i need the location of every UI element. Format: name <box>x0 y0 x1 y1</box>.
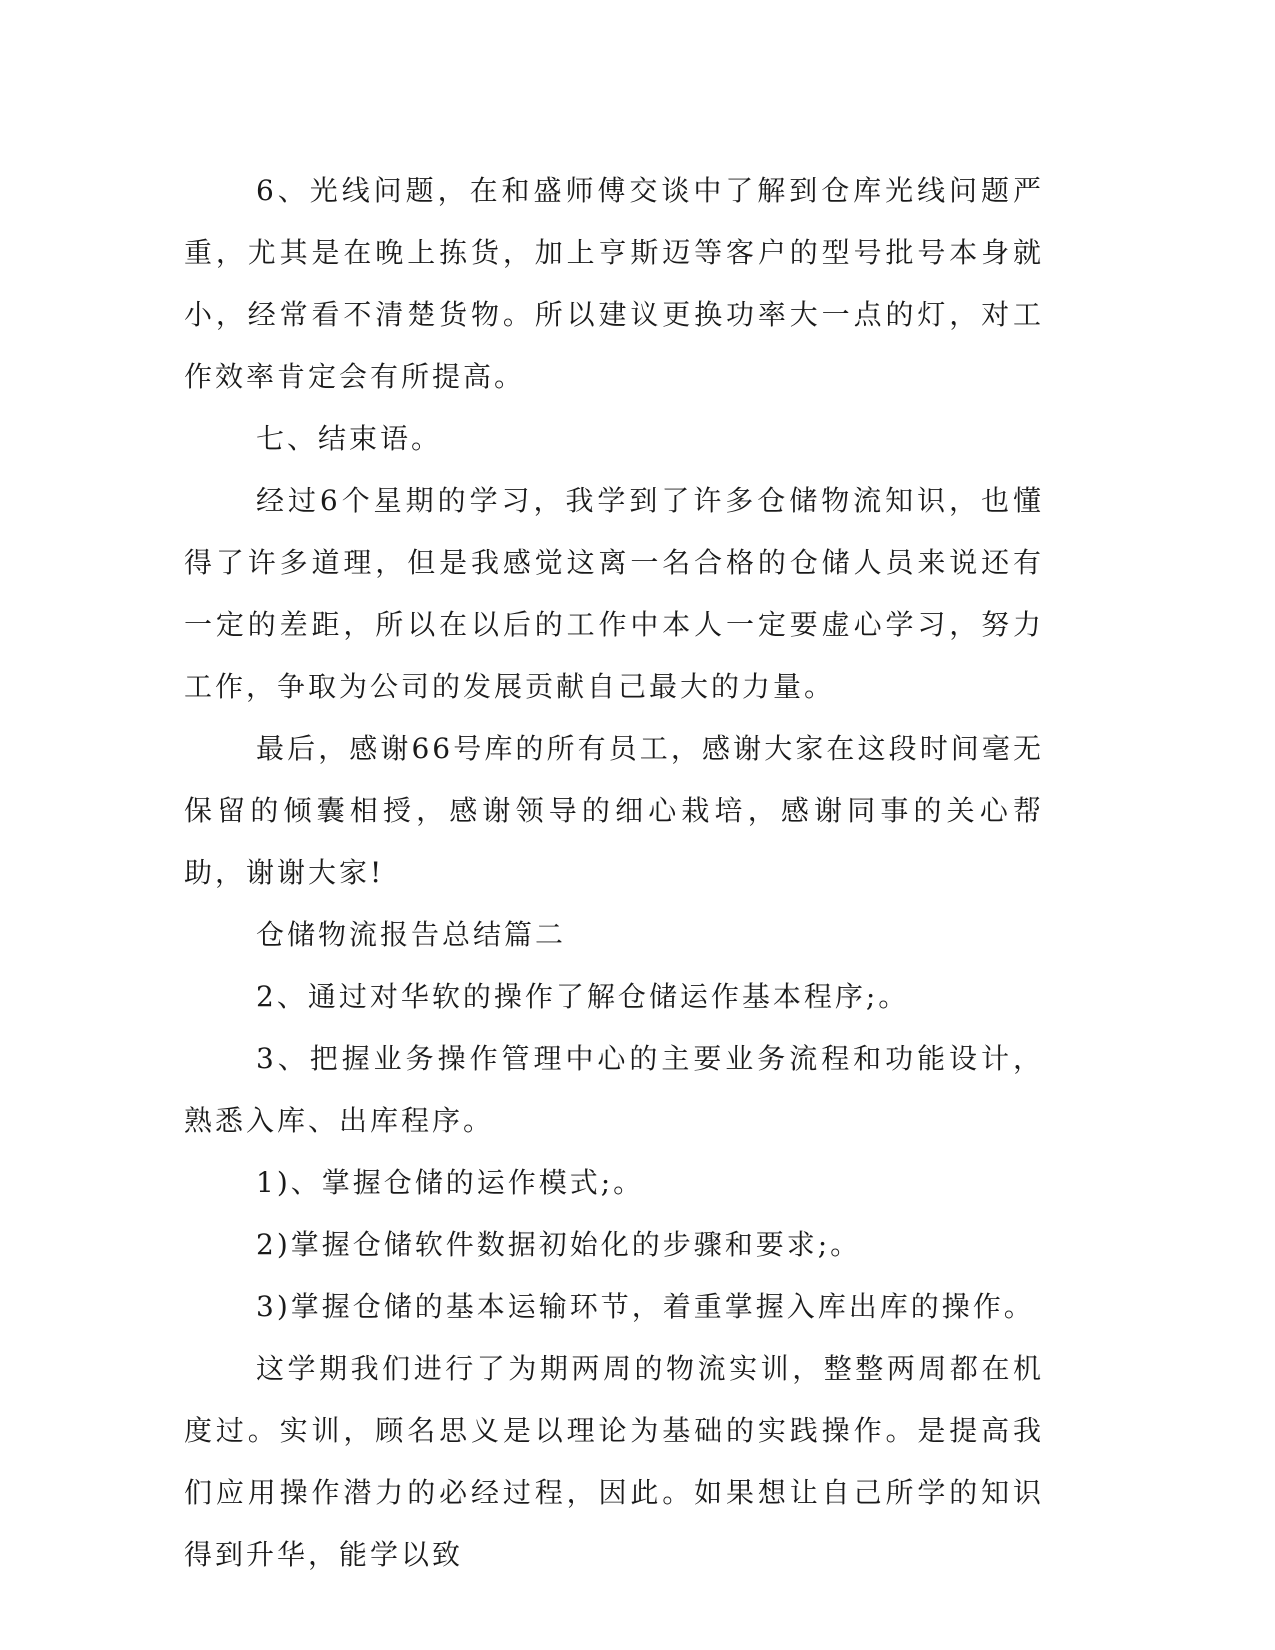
sub-item-1: 1)、掌握仓储的运作模式;。 <box>256 1166 645 1199</box>
sub-item-3: 3)掌握仓储的基本运输环节，着重掌握入库出库的操作。 <box>256 1290 1035 1323</box>
document-body <box>184 160 1044 1586</box>
section-title-part-two: 仓储物流报告总结篇二 <box>256 918 567 951</box>
paragraph-lighting-issue: 6、光线问题，在和盛师傅交谈中了解到仓库光线问题严重，尤其是在晚上拣货，加上亨斯迈等客户的型号批号本身就小，经常看不清楚货物。所以建议更换功率大一点的灯，对工作效率肯定会有所提高。 <box>184 174 1044 393</box>
paragraph-learning-summary: 经过6个星期的学习，我学到了许多仓储物流知识，也懂得了许多道理，但是我感觉这离一名合格的仓储人员来说还有一定的差距，所以在以后的工作中本人一定要虚心学习，努力工作，争取为公司的发展贡献自己最大的力量。 <box>184 484 1044 703</box>
section-heading-conclusion: 七、结束语。 <box>256 422 443 455</box>
paragraph-training-intro: 这学期我们进行了为期两周的物流实训，整整两周都在机度过。实训，顾名思义是以理论为基础的实践操作。是提高我们应用操作潜力的必经过程，因此。如果想让自己所学的知识得到升华，能学以致 <box>184 1352 1044 1571</box>
sub-item-2: 2)掌握仓储软件数据初始化的步骤和要求;。 <box>256 1228 862 1261</box>
list-item-3: 3、把握业务操作管理中心的主要业务流程和功能设计，熟悉入库、出库程序。 <box>184 1042 1044 1137</box>
list-item-2: 2、通过对华软的操作了解仓储运作基本程序;。 <box>256 980 910 1013</box>
paragraph-thanks: 最后，感谢66号库的所有员工，感谢大家在这段时间毫无保留的倾囊相授，感谢领导的细心栽培，感谢同事的关心帮助，谢谢大家! <box>184 732 1044 889</box>
